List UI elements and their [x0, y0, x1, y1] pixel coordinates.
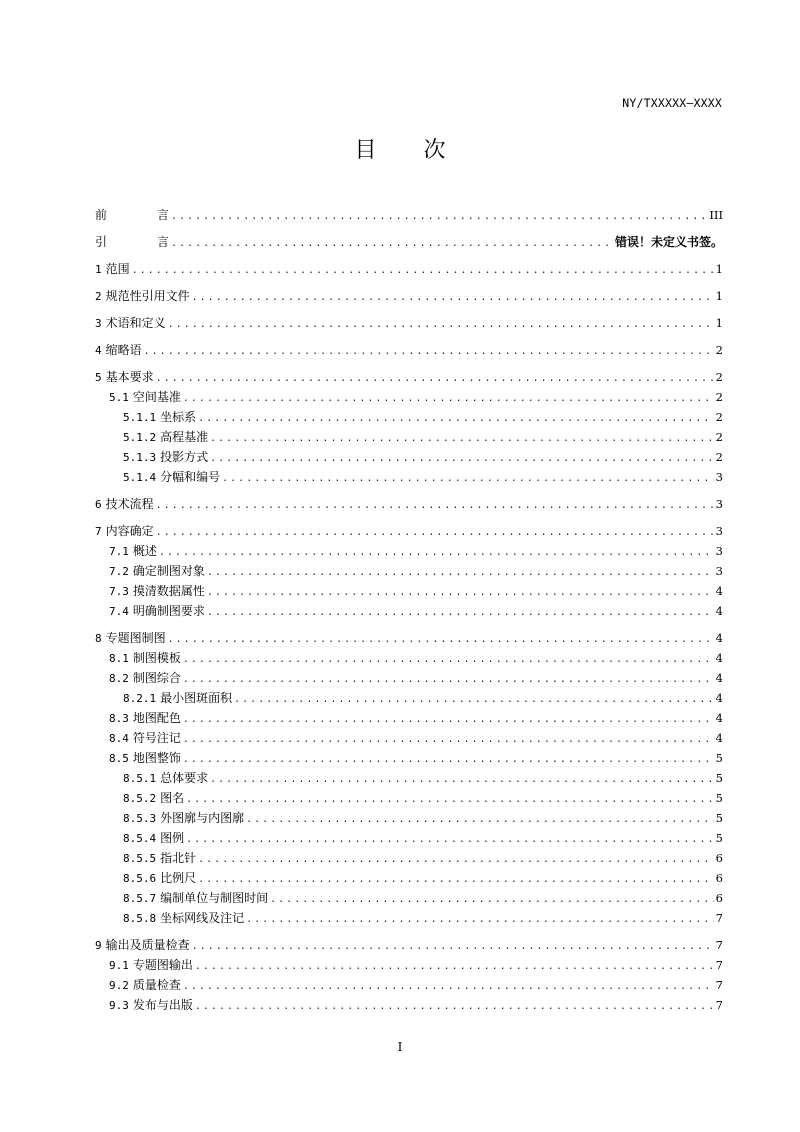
toc-section-title: 术语和定义 — [105, 316, 166, 330]
dot-leader — [144, 342, 714, 362]
dot-leader — [183, 650, 714, 670]
toc-page-number: 2 — [715, 430, 723, 444]
toc-entry-label — [109, 728, 181, 749]
toc-entry[interactable] — [95, 828, 723, 848]
toc-section-title: 范围 — [105, 262, 130, 276]
toc-section-number: 8.1 — [109, 652, 129, 665]
toc-entry-label — [123, 808, 244, 829]
toc-entry[interactable] — [95, 313, 723, 333]
toc-page-number: 4 — [715, 691, 723, 705]
dot-leader — [168, 630, 714, 650]
toc-entry-label — [123, 908, 244, 929]
toc-page-number: 4 — [715, 711, 723, 725]
dot-leader — [210, 770, 714, 790]
toc-entry[interactable] — [95, 467, 723, 487]
dot-leader — [186, 830, 714, 850]
toc-entry[interactable] — [95, 561, 723, 581]
toc-page-number: 5 — [715, 791, 723, 805]
toc-entry-label — [95, 259, 130, 280]
toc-entry[interactable] — [95, 995, 723, 1015]
toc-page-number: 6 — [715, 871, 723, 885]
dot-leader — [183, 750, 714, 770]
toc-entry[interactable] — [95, 788, 723, 808]
dot-leader — [183, 389, 714, 409]
toc-entry-label — [109, 541, 157, 562]
toc-entry-label — [95, 286, 190, 307]
toc-title-char: 目 — [354, 138, 377, 163]
toc-section-number: 8.5.6 — [123, 872, 157, 885]
toc-page-number: 3 — [715, 544, 723, 558]
toc-page-number: 4 — [715, 671, 723, 685]
dot-leader — [210, 449, 714, 469]
toc-section-number: 8.5.5 — [123, 852, 157, 865]
toc-section-number: 2 — [95, 290, 102, 303]
toc-entry[interactable] — [95, 581, 723, 601]
dot-leader — [156, 496, 714, 516]
dot-leader — [156, 369, 714, 389]
dot-leader — [168, 315, 714, 335]
dot-leader — [207, 563, 714, 583]
toc-entry-label: 前 言 — [95, 208, 170, 222]
toc-section-number: 5.1 — [109, 391, 129, 404]
toc-entry[interactable] — [95, 367, 723, 387]
toc-section-title: 明确制图要求 — [132, 604, 205, 618]
toc-entry-label — [95, 935, 190, 956]
toc-section-number: 6 — [95, 498, 102, 511]
toc-section-number: 9.3 — [109, 999, 129, 1012]
toc-section-number: 7.3 — [109, 585, 129, 598]
toc-section-number: 8.2 — [109, 672, 129, 685]
toc-section-number: 1 — [95, 263, 102, 276]
toc-section-title: 比例尺 — [160, 871, 197, 885]
toc-section-number: 3 — [95, 317, 102, 330]
toc-section-number: 5.1.1 — [123, 411, 157, 424]
toc-title-char: 次 — [423, 138, 446, 163]
toc-entry-label — [95, 628, 166, 649]
toc-entry[interactable] — [95, 848, 723, 868]
toc-entry[interactable] — [95, 427, 723, 447]
toc-section-title: 专题图输出 — [132, 958, 193, 972]
toc-page-number: III — [709, 208, 723, 222]
toc-section-title: 制图综合 — [132, 671, 181, 685]
toc-section-title: 输出及质量检查 — [105, 938, 190, 952]
toc-page-number: 2 — [715, 390, 723, 404]
toc-section-title: 总体要求 — [160, 771, 209, 785]
toc-page-number: 2 — [715, 410, 723, 424]
dot-leader — [132, 261, 714, 281]
toc-page-number: 3 — [715, 470, 723, 484]
toc-entry-label — [95, 521, 154, 542]
toc-entry[interactable] — [95, 955, 723, 975]
toc-page-number: 6 — [715, 851, 723, 865]
toc-section-title: 投影方式 — [160, 450, 209, 464]
toc-entry-label — [109, 975, 181, 996]
toc-entry-label: 引 言 — [95, 235, 170, 249]
toc-entry[interactable] — [95, 975, 723, 995]
dot-leader — [234, 690, 714, 710]
dot-leader — [183, 710, 714, 730]
toc-entry[interactable] — [95, 888, 723, 908]
toc-page-number: 3 — [715, 564, 723, 578]
toc-section-title: 最小图斑面积 — [160, 691, 233, 705]
toc-entry[interactable] — [95, 808, 723, 828]
toc-section-number: 8.2.1 — [123, 692, 157, 705]
toc-page-number: 1 — [715, 262, 723, 276]
toc-section-title: 质量检查 — [132, 978, 181, 992]
dot-leader — [207, 583, 714, 603]
toc-section-title: 概述 — [132, 544, 157, 558]
toc-section-number: 8.5.8 — [123, 912, 157, 925]
dot-leader — [195, 957, 714, 977]
dot-leader — [198, 870, 714, 890]
toc-entry[interactable] — [95, 521, 723, 541]
dot-leader — [183, 977, 714, 997]
toc-entry-label — [109, 708, 181, 729]
toc-section-title: 外图廓与内图廓 — [160, 811, 245, 825]
toc-section-number: 5 — [95, 371, 102, 384]
toc-section-number: 8.5.7 — [123, 892, 157, 905]
toc-section-title: 空间基准 — [132, 390, 181, 404]
dot-leader — [192, 288, 714, 308]
toc-page-number: 7 — [715, 998, 723, 1012]
toc-entry-label — [109, 995, 193, 1016]
toc-section-title: 技术流程 — [105, 497, 154, 511]
toc-entry-label — [123, 788, 184, 809]
toc-entry-label — [109, 748, 181, 769]
dot-leader — [222, 469, 714, 489]
dot-leader — [171, 207, 707, 227]
dot-leader — [246, 910, 714, 930]
toc-section-number: 7.1 — [109, 545, 129, 558]
toc-page-number: 5 — [715, 811, 723, 825]
toc-section-title: 缩略语 — [105, 343, 142, 357]
toc-page-number: 7 — [715, 911, 723, 925]
toc-section-title: 图名 — [160, 791, 185, 805]
toc-entry[interactable] — [95, 494, 723, 514]
toc-section-number: 8.3 — [109, 712, 129, 725]
toc-section-title: 坐标系 — [160, 410, 197, 424]
toc-entry-label — [123, 888, 268, 909]
toc-section-number: 5.1.2 — [123, 431, 157, 444]
toc-section-number: 4 — [95, 344, 102, 357]
toc-entry-label — [95, 313, 166, 334]
dot-leader — [198, 409, 714, 429]
toc-entry[interactable] — [95, 340, 723, 360]
toc-entry[interactable] — [95, 688, 723, 708]
toc-body — [95, 259, 723, 1015]
dot-leader — [270, 890, 714, 910]
toc-section-title: 符号注记 — [132, 731, 181, 745]
toc-entry[interactable] — [95, 447, 723, 467]
toc-entry[interactable] — [95, 601, 723, 621]
toc-section-number: 9 — [95, 939, 102, 952]
toc-entry[interactable] — [95, 628, 723, 648]
dot-leader — [246, 810, 714, 830]
toc-entry[interactable] — [95, 387, 723, 407]
toc-entry[interactable] — [95, 407, 723, 427]
toc-title — [0, 133, 800, 164]
toc-entry[interactable] — [95, 286, 723, 306]
toc-section-number: 9.2 — [109, 979, 129, 992]
toc-page-number: 2 — [715, 370, 723, 384]
toc-page-number: 1 — [715, 289, 723, 303]
toc-entry-label — [123, 848, 196, 869]
dot-leader — [159, 543, 714, 563]
dot-leader — [156, 523, 714, 543]
toc-page-number: 1 — [715, 316, 723, 330]
toc-entry-label — [123, 688, 232, 709]
toc-entry[interactable] — [95, 728, 723, 748]
dot-leader — [195, 997, 714, 1017]
toc-page-number: 4 — [715, 731, 723, 745]
toc-section-title: 坐标网线及注记 — [160, 911, 245, 925]
dot-leader — [171, 234, 613, 254]
toc-page-number: 7 — [715, 958, 723, 972]
toc-section-title: 分幅和编号 — [160, 470, 221, 484]
document-code: NY/TXXXXX—XXXX — [622, 96, 722, 110]
toc-section-title: 地图配色 — [132, 711, 181, 725]
toc-entry-label — [95, 494, 154, 515]
table-of-contents — [95, 205, 723, 1015]
toc-section-title: 摸清数据属性 — [132, 584, 205, 598]
toc-entry[interactable] — [95, 935, 723, 955]
dot-leader — [183, 730, 714, 750]
toc-entry-label — [123, 868, 196, 889]
dot-leader — [198, 850, 714, 870]
toc-entry-label — [109, 601, 205, 622]
toc-entry[interactable] — [95, 648, 723, 668]
toc-section-title: 制图模板 — [132, 651, 181, 665]
toc-entry-label — [95, 367, 154, 388]
toc-page-number: 4 — [715, 604, 723, 618]
toc-entry-label — [109, 648, 181, 669]
toc-page-number: 4 — [715, 584, 723, 598]
toc-entry-label — [123, 828, 184, 849]
toc-entry-label — [95, 340, 142, 361]
toc-section-title: 指北针 — [160, 851, 197, 865]
toc-entry[interactable] — [95, 668, 723, 688]
dot-leader — [192, 937, 714, 957]
toc-entry-label — [109, 668, 181, 689]
toc-page-number: 5 — [715, 831, 723, 845]
toc-entry-label — [123, 768, 208, 789]
toc-section-number: 8.5.2 — [123, 792, 157, 805]
toc-entry-label — [109, 387, 181, 408]
toc-section-title: 发布与出版 — [132, 998, 193, 1012]
toc-section-title: 地图整饰 — [132, 751, 181, 765]
toc-page-number: 3 — [715, 524, 723, 538]
toc-section-number: 8.5.4 — [123, 832, 157, 845]
toc-section-number: 7.4 — [109, 605, 129, 618]
toc-entry[interactable] — [95, 541, 723, 561]
toc-page-number: 5 — [715, 771, 723, 785]
toc-entry-introduction[interactable] — [95, 232, 723, 252]
toc-section-number: 8 — [95, 632, 102, 645]
toc-entry-label — [123, 427, 208, 448]
toc-page-number: 5 — [715, 751, 723, 765]
toc-section-title: 规范性引用文件 — [105, 289, 190, 303]
toc-section-title: 基本要求 — [105, 370, 154, 384]
toc-page-number: 2 — [715, 450, 723, 464]
toc-entry-label — [109, 955, 193, 976]
toc-section-number: 9.1 — [109, 959, 129, 972]
dot-leader — [210, 429, 714, 449]
toc-entry-foreword[interactable] — [95, 205, 723, 225]
toc-entry[interactable] — [95, 748, 723, 768]
toc-page-number: 7 — [715, 978, 723, 992]
toc-entry-label — [109, 561, 205, 582]
page-number-footer: I — [397, 1040, 403, 1054]
toc-page-number: 2 — [715, 343, 723, 357]
toc-section-number: 8.4 — [109, 732, 129, 745]
toc-section-number: 7.2 — [109, 565, 129, 578]
toc-section-number: 5.1.3 — [123, 451, 157, 464]
bookmark-error-text: 错误！未定义书签。 — [614, 235, 723, 249]
toc-section-title: 专题图制图 — [105, 631, 166, 645]
dot-leader — [186, 790, 714, 810]
toc-entry[interactable] — [95, 259, 723, 279]
toc-entry[interactable] — [95, 908, 723, 928]
toc-page-number: 4 — [715, 651, 723, 665]
toc-section-title: 内容确定 — [105, 524, 154, 538]
toc-entry[interactable] — [95, 768, 723, 788]
toc-section-number: 5.1.4 — [123, 471, 157, 484]
toc-section-title: 图例 — [160, 831, 185, 845]
toc-section-number: 8.5 — [109, 752, 129, 765]
toc-page-number: 4 — [715, 631, 723, 645]
toc-entry[interactable] — [95, 708, 723, 728]
toc-entry[interactable] — [95, 868, 723, 888]
toc-entry-label — [123, 407, 196, 428]
dot-leader — [207, 603, 714, 623]
dot-leader — [183, 670, 714, 690]
toc-section-number: 8.5.3 — [123, 812, 157, 825]
toc-section-number: 7 — [95, 525, 102, 538]
toc-page-number: 7 — [715, 938, 723, 952]
toc-page-number: 3 — [715, 497, 723, 511]
toc-section-title: 高程基准 — [160, 430, 209, 444]
toc-entry-label — [123, 447, 208, 468]
toc-page-number: 6 — [715, 891, 723, 905]
toc-section-title: 编制单位与制图时间 — [160, 891, 269, 905]
toc-entry-label — [109, 581, 205, 602]
toc-section-number: 8.5.1 — [123, 772, 157, 785]
toc-section-title: 确定制图对象 — [132, 564, 205, 578]
toc-entry-label — [123, 467, 220, 488]
